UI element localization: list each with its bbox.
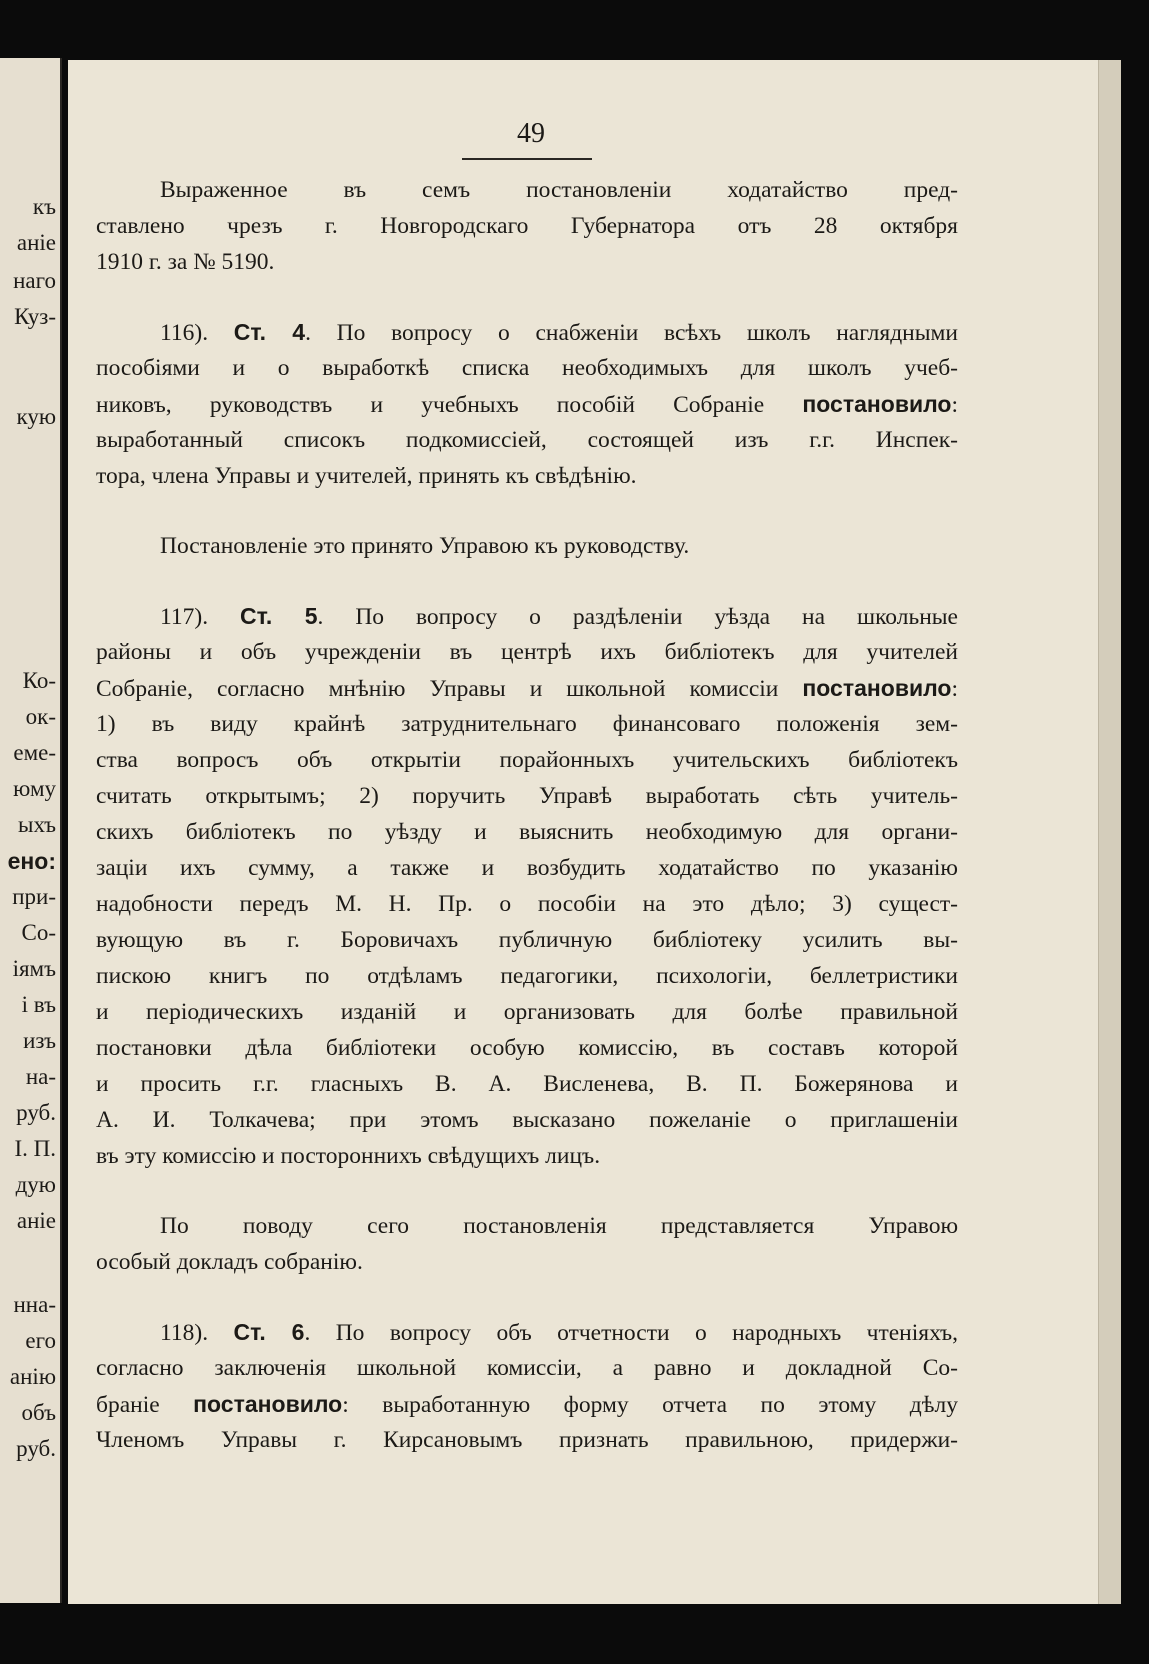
text-segment: 116).: [160, 320, 234, 346]
left-page-text-fragment: анію: [9, 1364, 56, 1389]
left-page-text-fragment: къ: [32, 194, 56, 219]
bold-keyword: Ст. 4: [233, 319, 306, 345]
text-line: [96, 1386, 958, 1423]
text-segment: никовъ, руководствъ и учебныхъ пособій Собраніе: [96, 392, 803, 418]
left-page-text-fragment: кую: [16, 404, 56, 429]
text-line: выработанный списокъ подкомиссіей, состоящей изъ г.г. Инспек-: [96, 427, 958, 453]
text-segment: :: [951, 392, 958, 418]
left-page-text-fragment: нна-: [13, 1292, 56, 1317]
left-page-fragment: [0, 58, 62, 1603]
text-line: По поводу сего постановленія представляется Управою: [160, 1213, 958, 1239]
text-line: согласно заключенія школьной комиссіи, а равно и докладной Со-: [96, 1355, 958, 1381]
text-line: и просить г.г. гласныхъ В. А. Висленева, В. П. Божерянова и: [96, 1071, 958, 1097]
left-page-text-fragment: і въ: [21, 992, 56, 1017]
text-segment: 118).: [160, 1320, 234, 1346]
left-page-text-fragment: Ко-: [22, 668, 56, 693]
text-line: вующую въ г. Боровичахъ публичную библіотеку усилить вы-: [96, 927, 958, 953]
text-segment: . По вопросу о раздѣленіи уѣзда на школьные: [317, 604, 958, 630]
text-line: ства вопросъ объ открытіи порайонныхъ учительскихъ библіотекъ: [96, 747, 958, 773]
text-line: [160, 1314, 958, 1351]
text-line: постановки дѣла библіотеки особую комиссію, въ составъ которой: [96, 1035, 958, 1061]
text-line: заціи ихъ сумму, а также и возбудить ходатайство по указанію: [96, 855, 958, 881]
left-page-text-fragment: аніе: [16, 1208, 56, 1233]
left-page-text-fragment: ок-: [25, 704, 56, 729]
bold-keyword: Ст. 6: [233, 1319, 305, 1345]
text-line: Выраженное въ семъ постановленіи ходатайство пред-: [160, 177, 958, 203]
bold-keyword: Ст. 5: [240, 603, 318, 629]
bold-keyword: постановило: [193, 1391, 343, 1417]
left-page-text-fragment: аніе: [16, 230, 56, 255]
text-line: надобности передъ М. Н. Пр. о пособіи на это дѣло; 3) сущест-: [96, 891, 958, 917]
left-page-text-fragment: Куз-: [14, 304, 56, 329]
text-segment: Собраніе, согласно мнѣнію Управы и школьной комиссіи: [96, 676, 803, 702]
text-segment: . По вопросу о снабженіи всѣхъ школъ наглядными: [305, 320, 958, 346]
text-line: районы и объ учрежденіи въ центрѣ ихъ библіотекъ для учителей: [96, 639, 958, 665]
page-number: 49: [517, 118, 545, 149]
text-line: [160, 598, 958, 635]
text-line: пособіями и о выработкѣ списка необходимыхъ для школъ учеб-: [96, 355, 958, 381]
page-number-rule: [462, 158, 592, 160]
left-page-text-fragment: І. П.: [14, 1136, 56, 1161]
left-page-text-fragment: руб.: [16, 1100, 56, 1125]
left-page-text-fragment: его: [25, 1328, 56, 1353]
left-page-text-fragment: іямъ: [12, 956, 56, 981]
left-page-text-fragment: при-: [12, 884, 56, 909]
text-line: пискою книгъ по отдѣламъ педагогики, психологіи, беллетристики: [96, 963, 958, 989]
text-line: особый докладъ собранію.: [96, 1249, 363, 1275]
text-line: и періодическихъ изданій и организовать для болѣе правильной: [96, 999, 958, 1025]
left-page-text-fragment: дую: [15, 1172, 56, 1197]
text-line: считать открытымъ; 2) поручить Управѣ выработать сѣть учитель-: [96, 783, 958, 809]
text-segment: . По вопросу объ отчетности о народныхъ чтеніяхъ,: [304, 1320, 958, 1346]
left-page-text-fragment: изъ: [23, 1028, 56, 1053]
text-line: [96, 670, 958, 707]
left-page-text-fragment: ено:: [7, 848, 56, 874]
left-page-text-fragment: ыхъ: [18, 812, 56, 837]
text-segment: браніе: [96, 1392, 194, 1418]
text-line: [160, 314, 958, 351]
bold-keyword: постановило: [802, 391, 952, 417]
left-page-text-fragment: объ: [21, 1400, 56, 1425]
text-line: А. И. Толкачева; при этомъ высказано пожеланіе о приглашеніи: [96, 1107, 958, 1133]
left-page-text-fragment: руб.: [16, 1436, 56, 1461]
text-line: 1) въ виду крайнѣ затруднительнаго финансоваго положенія зем-: [96, 711, 958, 737]
text-line: въ эту комиссію и постороннихъ свѣдущихъ лицъ.: [96, 1143, 601, 1169]
left-page-text-fragment: наго: [13, 268, 56, 293]
text-segment: :: [951, 676, 958, 702]
left-page-text-fragment: на-: [25, 1064, 56, 1089]
left-page-text-fragment: юму: [13, 776, 56, 801]
text-line: 1910 г. за № 5190.: [96, 249, 275, 275]
left-page-text-fragment: Со-: [21, 920, 56, 945]
left-page-text-fragment: еме-: [13, 740, 56, 765]
text-line: Членомъ Управы г. Кирсановымъ признать правильною, придержи-: [96, 1427, 958, 1453]
bold-keyword: постановило: [802, 675, 952, 701]
text-line: Постановленіе это принято Управою къ руководству.: [160, 533, 690, 559]
text-segment: 117).: [160, 604, 241, 630]
page-edge: [1098, 60, 1121, 1604]
text-line: ставлено чрезъ г. Новгородскаго Губернатора отъ 28 октября: [96, 213, 958, 239]
text-line: [96, 386, 958, 423]
text-line: тора, члена Управы и учителей, принять къ свѣдѣнію.: [96, 463, 637, 489]
text-line: скихъ библіотекъ по уѣзду и выяснить необходимую для органи-: [96, 819, 958, 845]
text-segment: : выработанную форму отчета по этому дѣлу: [342, 1392, 958, 1418]
